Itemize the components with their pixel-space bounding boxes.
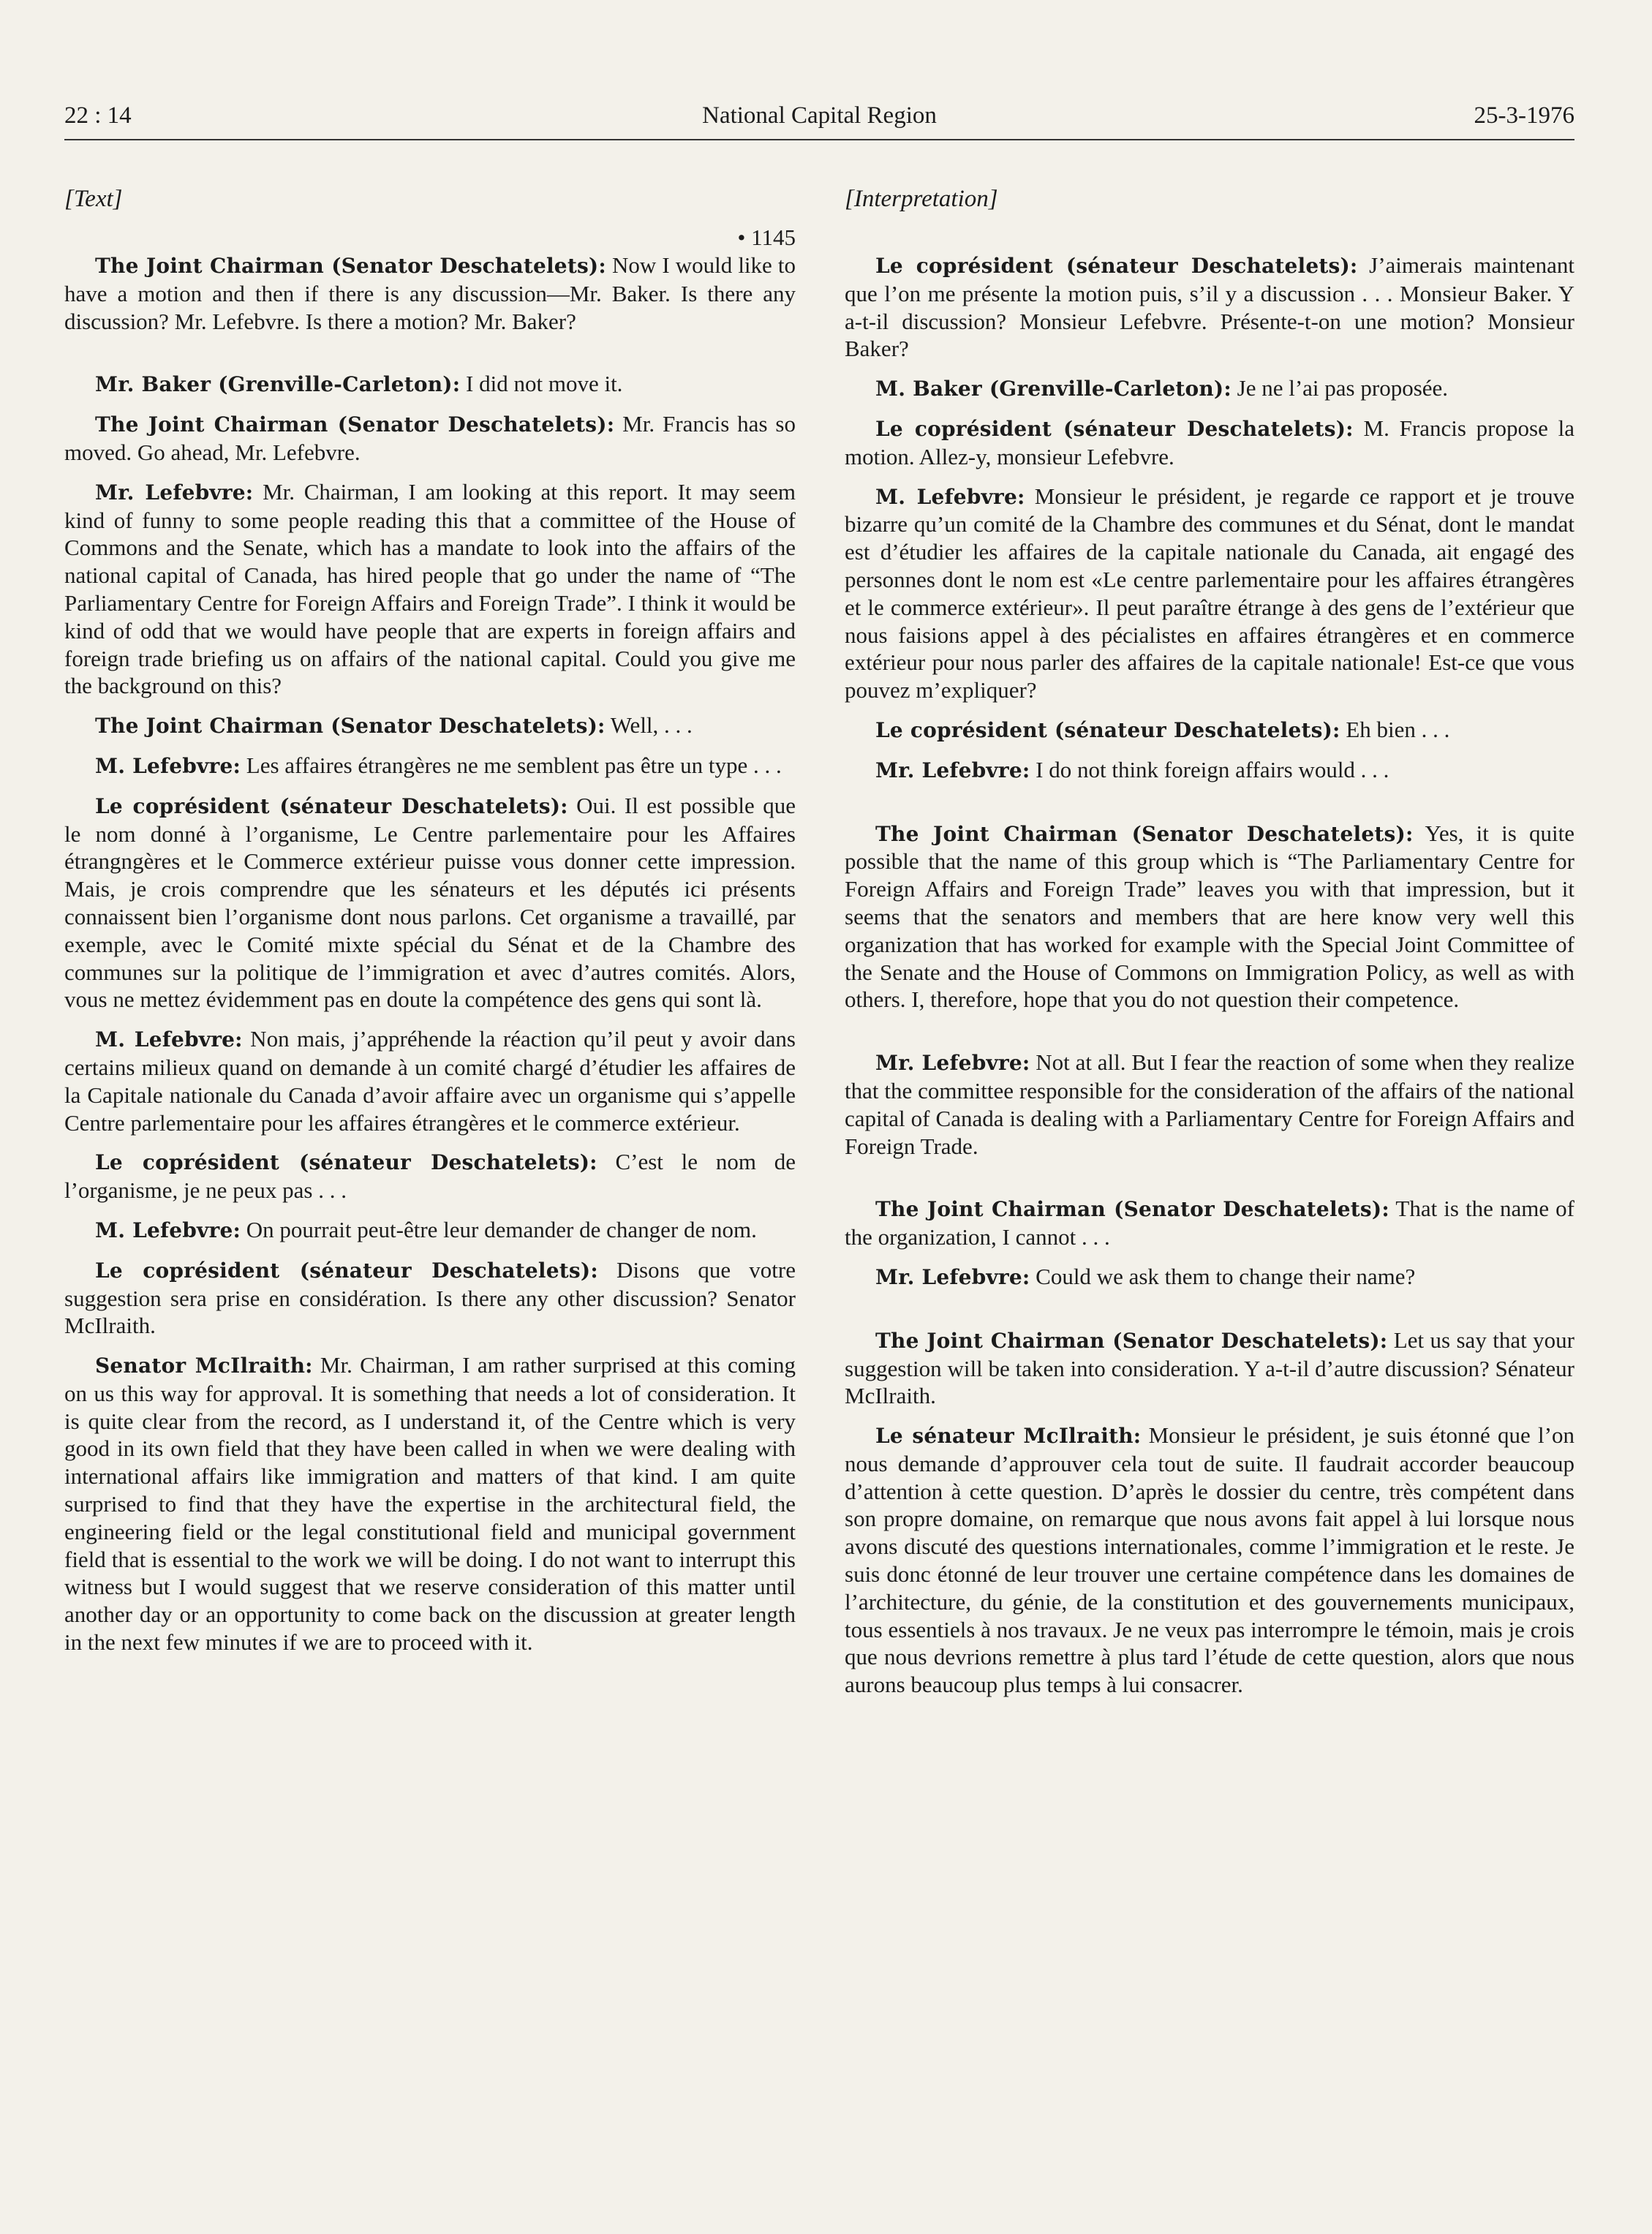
transcript-paragraph (64, 478, 796, 700)
transcript-paragraph (64, 1256, 796, 1340)
transcript-paragraph (64, 1216, 796, 1245)
speaker-name: The Joint Chairman (Senator Deschatelets): (95, 254, 606, 278)
speaker-name: M. Lefebvre: (95, 1218, 241, 1242)
marker-spacer (845, 224, 1574, 252)
transcript-paragraph (845, 1422, 1574, 1699)
french-interpretation-column (845, 184, 1574, 1710)
speech-text: On pourrait peut-être leur demander de changer de nom. (241, 1216, 757, 1242)
speaker-name: Mr. Baker (Grenville-Carleton): (95, 372, 461, 397)
speech-text: Well, . . . (605, 712, 693, 739)
transcript-paragraph (64, 1148, 796, 1204)
speaker-name: Le coprésident (sénateur Deschatelets): (875, 254, 1358, 278)
speech-text: Monsieur le président, je regarde ce rapport et je trouve bizarre qu’un comité de la Chambre des communes et du Sénat, dont le mandat est d’étudier les affaires de la capitale nationale du Canada, ait engagé des personnes dont le nom est «Le centre parlementaire pour les affaires étrangères et le commerce extérieur». Il peut paraître étrange à des gens de l’extérieur que nous faisions appel à des pécialistes en affaires étrangères et en commerce extérieur pour nous parler des affaires de la capitale nationale! Est-ce que vous pouvez m’expliquer? (845, 483, 1574, 703)
speaker-name: The Joint Chairman (Senator Deschatelets): (875, 1197, 1389, 1222)
speech-text: Not at all. But I fear the reaction of some when they realize that the committee responsible for the consideration of the affairs of the national capital of Canada is dealing with a Parliamentary Centre for Foreign Affairs and Foreign Trade. (845, 1049, 1574, 1159)
page-number: 22 : 14 (64, 102, 132, 129)
speech-text: Disons que votre suggestion sera prise en considération. Is there any other discussion? Senator McIlraith. (64, 1256, 796, 1339)
transcript-paragraph (845, 483, 1574, 704)
transcript-paragraph (845, 820, 1574, 1014)
speech-text: Now I would like to have a motion and then if there is any discussion—Mr. Baker. Is there any discussion? Mr. Lefebvre. Is there a motion? Mr. Baker? (64, 252, 796, 334)
english-column (64, 184, 796, 1668)
transcript-paragraph (845, 415, 1574, 471)
speaker-name: Le coprésident (sénateur Deschatelets): (95, 1150, 597, 1175)
speaker-name: Le coprésident (sénateur Deschatelets): (95, 1258, 598, 1283)
speaker-name: The Joint Chairman (Senator Deschatelets): (875, 1328, 1388, 1353)
column-label-text: [Text] (64, 186, 123, 212)
speech-text: I did not move it. (460, 371, 623, 397)
speech-text: C’est le nom de l’organisme, je ne peux pas . . . (64, 1149, 796, 1204)
speaker-name: M. Baker (Grenville-Carleton): (875, 377, 1232, 401)
speech-text: M. Francis propose la motion. Allez-y, monsieur Lefebvre. (845, 415, 1574, 469)
transcript-paragraph (845, 1327, 1574, 1410)
transcript-paragraph (64, 1351, 796, 1656)
speaker-name: M. Lefebvre: (95, 1027, 243, 1052)
speaker-name: The Joint Chairman (Senator Deschatelets): (875, 821, 1414, 846)
speaker-name: M. Lefebvre: (95, 753, 241, 778)
transcript-paragraph (845, 252, 1574, 363)
speech-text: Monsieur le président, je suis étonné que l’on nous demande d’approuver cela tout de suite. Il faudrait accorder beaucoup d’attention à cette question. D’après le dossier du centre, très compétent dans son propre domaine, on remarque que nous avons fait appel à lui lorsque nous avons discuté des questions internationales, comme l’immigration et le reste. Je suis donc étonné de leur trouver une certaine compétence dans les domaines de l’architecture, du génie, de la constitution et des gouvernements municipaux, tous essentiels à nos travaux. Je ne veux pas interrompre le témoin, mais je crois que nous devrions remettre à plus tard l’étude de cette question, alors que nous aurons beaucoup plus temps à lui consacrer. (845, 1422, 1574, 1698)
speech-text: Je ne l’ai pas proposée. (1231, 375, 1449, 401)
transcript-paragraph (64, 410, 796, 467)
speaker-name: Le coprésident (sénateur Deschatelets): (875, 717, 1340, 742)
transcript-paragraph (64, 370, 796, 399)
transcript-paragraph (845, 1263, 1574, 1291)
speaker-name: Mr. Lefebvre: (875, 758, 1030, 782)
time-marker: • 1145 (737, 224, 796, 250)
speaker-name: Mr. Lefebvre: (875, 1051, 1030, 1076)
speech-text: Could we ask them to change their name? (1030, 1263, 1416, 1289)
speaker-name: Senator McIlraith: (95, 1354, 313, 1378)
speaker-name: The Joint Chairman (Senator Deschatelets): (95, 412, 615, 437)
speech-text: Mr. Francis has so moved. Go ahead, Mr. Lefebvre. (64, 411, 796, 465)
speaker-name: Le coprésident (sénateur Deschatelets): (95, 793, 568, 818)
speech-text: Yes, it is quite possible that the name of this group which is “The Parliamentary Centre for Foreign Affairs and Foreign Trade” leaves you with that impression, but it seems that the senators and members that are here know very well this organization that has worked for example with the Special Joint Committee of the Senate and the House of Commons on Immigration Policy, as well as with others. I, therefore, hope that you do not question their competence. (845, 820, 1574, 1013)
page-header (64, 102, 1574, 140)
speech-text: I do not think foreign affairs would . . . (1030, 756, 1389, 782)
transcript-paragraph (64, 792, 796, 1014)
speech-text: J’aimerais maintenant que l’on me présente la motion puis, s’il y a discussion . . . Monsieur Baker. Y a-t-il discussion? Monsieur Lefebvre. Présente-t-on une motion? Monsieur Baker? (845, 252, 1574, 362)
transcript-paragraph (64, 712, 796, 740)
transcript-paragraph (64, 1025, 796, 1136)
speech-text: That is the name of the organization, I cannot . . . (845, 1196, 1574, 1250)
speaker-name: M. Lefebvre: (875, 484, 1025, 509)
speaker-name: Le coprésident (sénateur Deschatelets): (875, 416, 1354, 441)
speech-text: Mr. Chairman, I am looking at this report. It may seem kind of funny to some people reading this that a committee of the House of Commons and the Senate, which has a mandate to look into the affairs of the national capital of Canada, has hired people that go under the name of “The Parliamentary Centre for Foreign Affairs and Foreign Trade”. I think it would be kind of odd that we would have people that are experts in foreign affairs and foreign trade briefing us on affairs of the national capital. Could you give me the background on this? (64, 478, 796, 699)
speech-text: Non mais, j’appréhende la réaction qu’il peut y avoir dans certains milieux quand on demande à un comité chargé d’étudier les affaires de la Capitale nationale du Canada d’avoir affaire avec un organisme qui s’appelle Centre parlementaire pour les affaires étrangères et le commerce extérieur. (64, 1026, 796, 1136)
transcript-paragraph (64, 252, 796, 335)
transcript-paragraph (845, 374, 1574, 403)
speaker-name: The Joint Chairman (Senator Deschatelets): (95, 714, 606, 739)
speech-text: Mr. Chairman, I am rather surprised at this coming on us this way for approval. It is something that needs a lot of consideration. It is quite clear from the record, as I understand it, of the Centre which is very good in its own field that they have been called in when we were dealing with international affairs like immigration and matters of that kind. I am quite surprised to find that they have the expertise in the architectural field, the engineering field or the legal constitutional field and municipal government field that is essential to the work we will be doing. I do not want to interrupt this witness but I would suggest that we reserve consideration of this matter until another day or an opportunity to come back on the discussion at greater length in the next few minutes if we are to proceed with it. (64, 1352, 796, 1656)
transcript-paragraph (845, 756, 1574, 785)
transcript-paragraph (64, 752, 796, 780)
speech-text: Les affaires étrangères ne me semblent pas être un type . . . (241, 752, 782, 778)
speaker-name: Mr. Lefebvre: (95, 480, 254, 505)
speaker-name: Le sénateur McIlraith: (875, 1424, 1142, 1449)
speaker-name: Mr. Lefebvre: (875, 1264, 1030, 1289)
speech-text: Oui. Il est possible que le nom donné à l’organisme, Le Centre parlementaire pour les Affaires étrangngères et le Commerce extérieur puisse vous donner cette impression. Mais, je crois comprendre que les sénateurs et les députés ici présents connaissent bien l’organisme dont nous parlons. Cet organisme a travaillé, par exemple, avec le Comité mixte spécial du Sénat et de la Chambre des communes sur la politique de l’immigration et avec d’autres comités. Alors, vous ne mettez évidemment pas en doute la compétence des gens qui sont là. (64, 792, 796, 1013)
transcript-paragraph (845, 716, 1574, 744)
running-title: National Capital Region (702, 102, 937, 129)
page-date: 25-3-1976 (1474, 102, 1574, 129)
transcript-paragraph (845, 1049, 1574, 1160)
speech-text: Eh bien . . . (1340, 716, 1450, 742)
column-label-interpretation: [Interpretation] (845, 186, 998, 212)
transcript-paragraph (845, 1195, 1574, 1251)
speech-text: Let us say that your suggestion will be taken into consideration. Y a-t-il d’autre discussion? Sénateur McIlraith. (845, 1327, 1574, 1409)
